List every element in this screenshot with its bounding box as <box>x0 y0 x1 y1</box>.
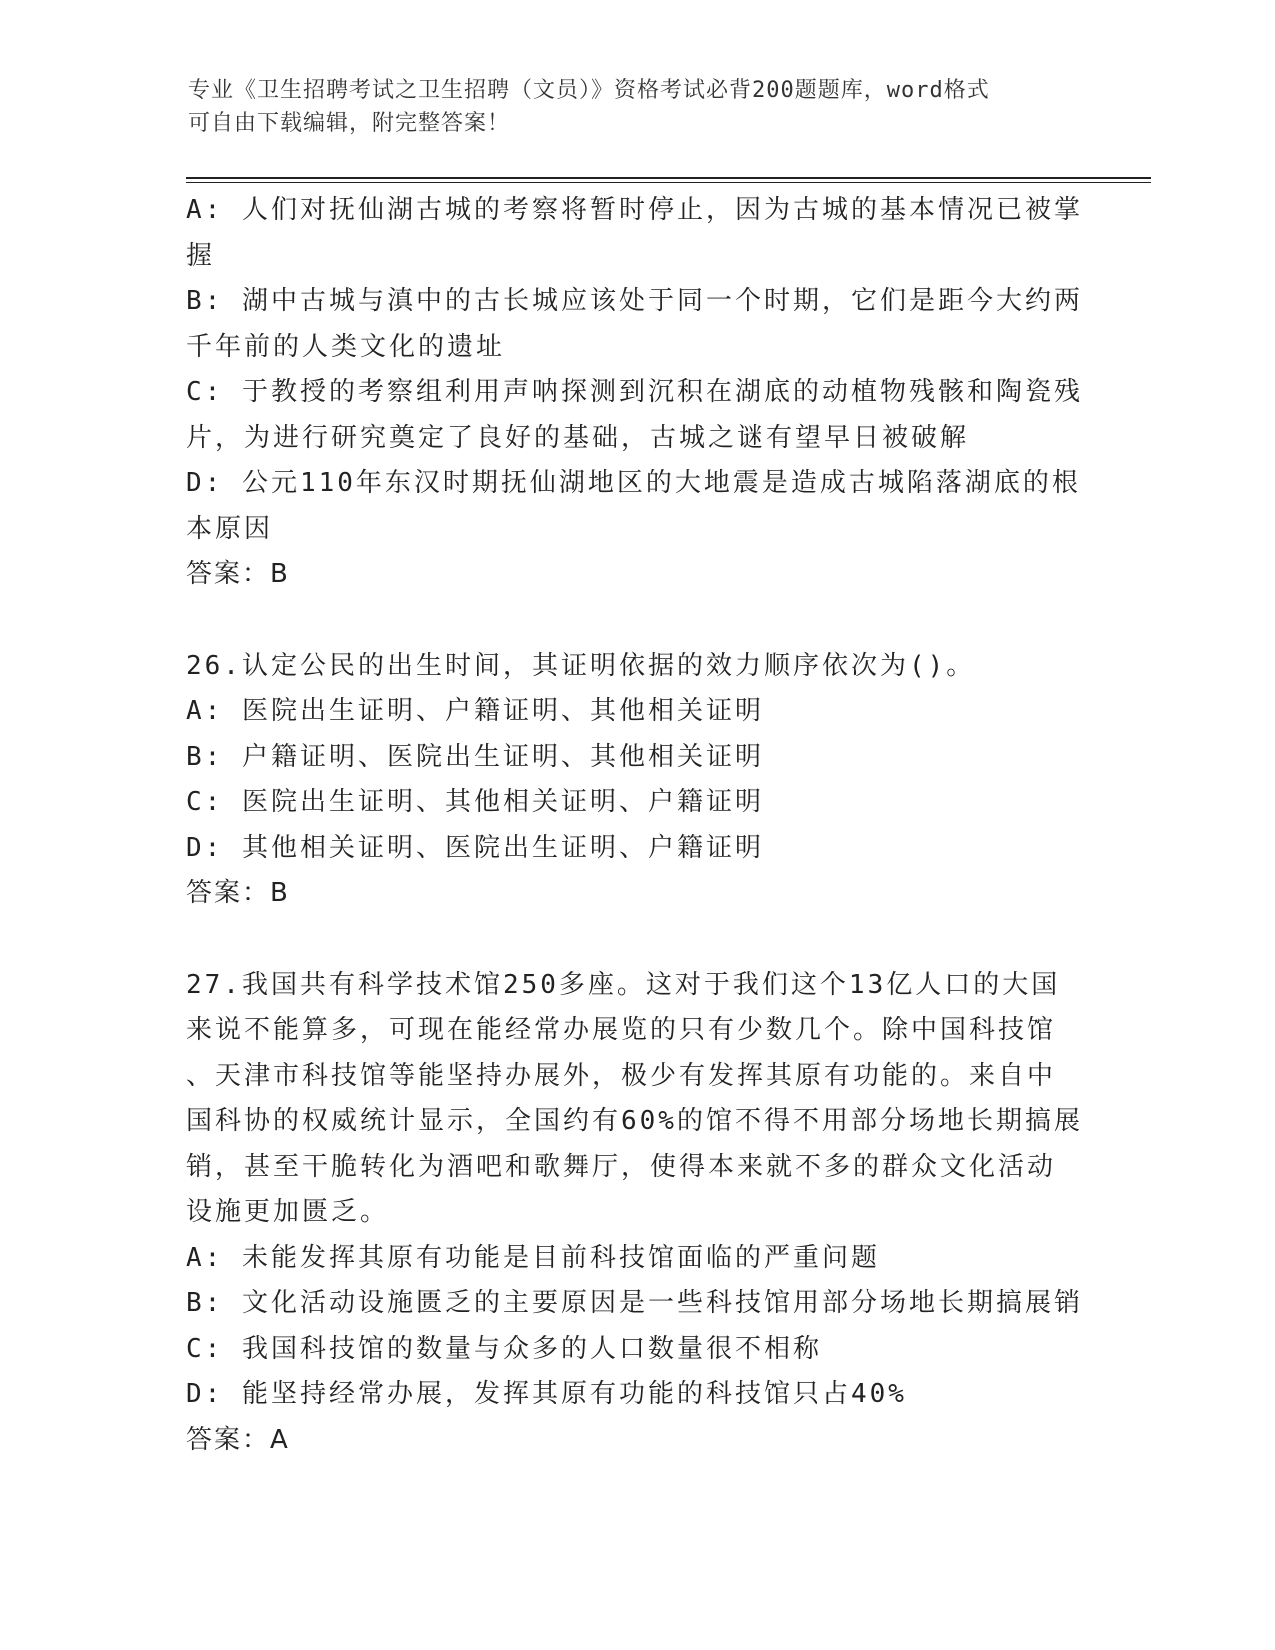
option-c-line-2: 片，为进行研究奠定了良好的基础，古城之谜有望早日被破解 <box>186 422 970 453</box>
option-a-line-1: A: 人们对抚仙湖古城的考察将暂时停止，因为古城的基本情况已被掌 <box>186 195 1083 225</box>
question-stem-line-2: 来说不能算多，可现在能经常办展览的只有少数几个。除中国科技馆 <box>186 1015 1057 1045</box>
header-divider-thick <box>186 177 1151 179</box>
question-stem-line-1: 27.我国共有科学技术馆250多座。这对于我们这个13亿人口的大国 <box>186 969 1061 1000</box>
option-b: B: 文化活动设施匮乏的主要原因是一些科技馆用部分场地长期搞展销 <box>186 1288 1083 1318</box>
option-b-line-1: B: 湖中古城与滇中的古长城应该处于同一个时期，它们是距今大约两 <box>186 286 1083 316</box>
option-a: A: 医院出生证明、户籍证明、其他相关证明 <box>186 696 764 726</box>
header-divider-thin <box>186 182 1151 183</box>
option-b-line-2: 千年前的人类文化的遗址 <box>186 331 506 362</box>
header-line-2: 可自由下载编辑，附完整答案！ <box>188 111 511 136</box>
question-stem-line-3: 、天津市科技馆等能坚持办展外，极少有发挥其原有功能的。来自中 <box>186 1060 1057 1091</box>
question-26 <box>186 644 1086 917</box>
document-header <box>188 74 1068 140</box>
question-stem-line-5: 销，甚至干脆转化为酒吧和歌舞厅，使得本来就不多的群众文化活动 <box>186 1151 1057 1182</box>
spacer <box>186 598 1086 644</box>
option-a: A: 未能发挥其原有功能是目前科技馆面临的严重问题 <box>186 1242 880 1273</box>
question-stem-line-6: 设施更加匮乏。 <box>186 1197 390 1227</box>
option-a-line-2: 握 <box>186 240 216 271</box>
question-stem: 26.认定公民的出生时间，其证明依据的效力顺序依次为()。 <box>186 650 976 681</box>
question-27 <box>186 963 1086 1464</box>
option-d: D: 能坚持经常办展，发挥其原有功能的科技馆只占40% <box>186 1379 907 1409</box>
option-d-line-2: 本原因 <box>186 513 274 544</box>
option-c-line-1: C: 于教授的考察组利用声呐探测到沉积在湖底的动植物残骸和陶瓷残 <box>186 377 1083 407</box>
answer: 答案：B <box>186 878 290 908</box>
question-stem-line-4: 国科协的权威统计显示，全国约有60%的馆不得不用部分场地长期搞展 <box>186 1106 1083 1136</box>
option-b: B: 户籍证明、医院出生证明、其他相关证明 <box>186 741 764 772</box>
option-c: C: 医院出生证明、其他相关证明、户籍证明 <box>186 787 764 817</box>
answer: 答案：A <box>186 1424 290 1455</box>
question-25 <box>186 188 1086 598</box>
document-body <box>186 188 1086 1463</box>
header-line-1: 专业《卫生招聘考试之卫生招聘（文员）》资格考试必背200题题库，word格式 <box>188 78 990 103</box>
option-d: D: 其他相关证明、医院出生证明、户籍证明 <box>186 832 764 863</box>
spacer <box>186 917 1086 963</box>
answer: 答案：B <box>186 559 290 589</box>
option-c: C: 我国科技馆的数量与众多的人口数量很不相称 <box>186 1333 822 1364</box>
option-d-line-1: D: 公元110年东汉时期抚仙湖地区的大地震是造成古城陷落湖底的根 <box>186 468 1081 498</box>
